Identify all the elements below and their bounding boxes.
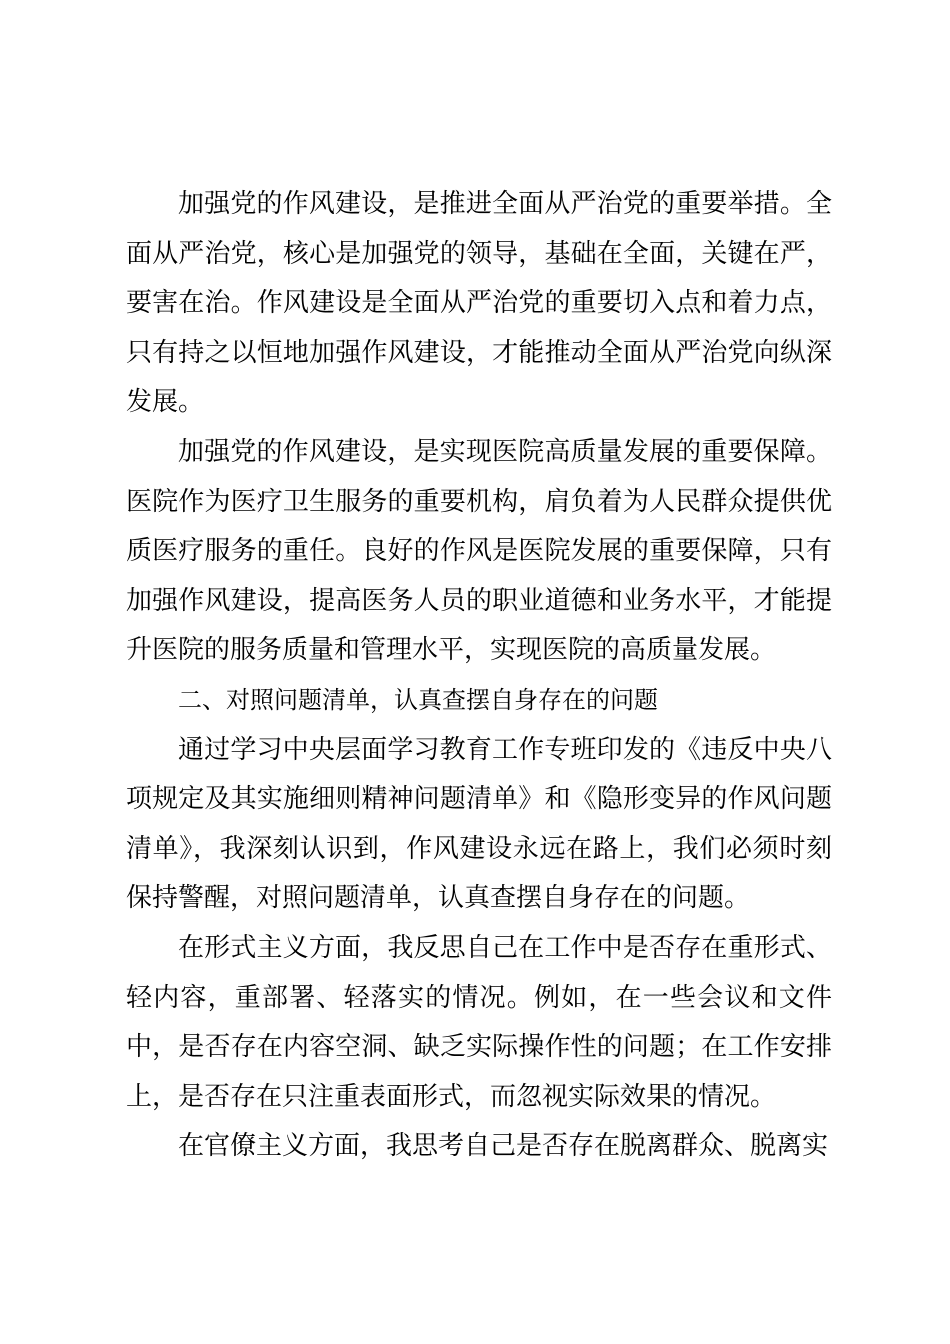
- paragraph-party-style-importance: 加强党的作风建设，是推进全面从严治党的重要举措。全面从严治党，核心是加强党的领导，基础在全面，关键在严，要害在治。作风建设是全面从严治党的重要切入点和着力点，只有持之以恒地加强作风建设，才能推动全面从严治党向纵深发展。: [126, 189, 832, 418]
- paragraph-hospital-development: 加强党的作风建设，是实现医院高质量发展的重要保障。医院作为医疗卫生服务的重要机构，肩负着为人民群众提供优质医疗服务的重任。良好的作风是医院发展的重要保障，只有加强作风建设，提高医务人员的职业道德和业务水平，才能提升医院的服务质量和管理水平，实现医院的高质量发展。: [126, 436, 832, 666]
- paragraph-bureaucratism: 在官僚主义方面，我思考自己是否存在脱离群众、脱离实: [178, 1131, 829, 1162]
- document-body: [126, 180, 832, 1172]
- paragraph-formalism: 在形式主义方面，我反思自己在工作中是否存在重形式、轻内容，重部署、轻落实的情况。例如，在一些会议和文件中，是否存在内容空洞、缺乏实际操作性的问题；在工作安排上，是否存在只注重表面形式，而忽视实际效果的情况。: [126, 932, 832, 1112]
- section-heading-problem-list: 二、对照问题清单，认真查摆自身存在的问题: [178, 685, 658, 714]
- paragraph-study-problem-lists: 通过学习中央层面学习教育工作专班印发的《违反中央八项规定及其实施细则精神问题清单》和《隐形变异的作风问题清单》，我深刻认识到，作风建设永远在路上，我们必须时刻保持警醒，对照问题清单，认真查摆自身存在的问题。: [126, 734, 832, 914]
